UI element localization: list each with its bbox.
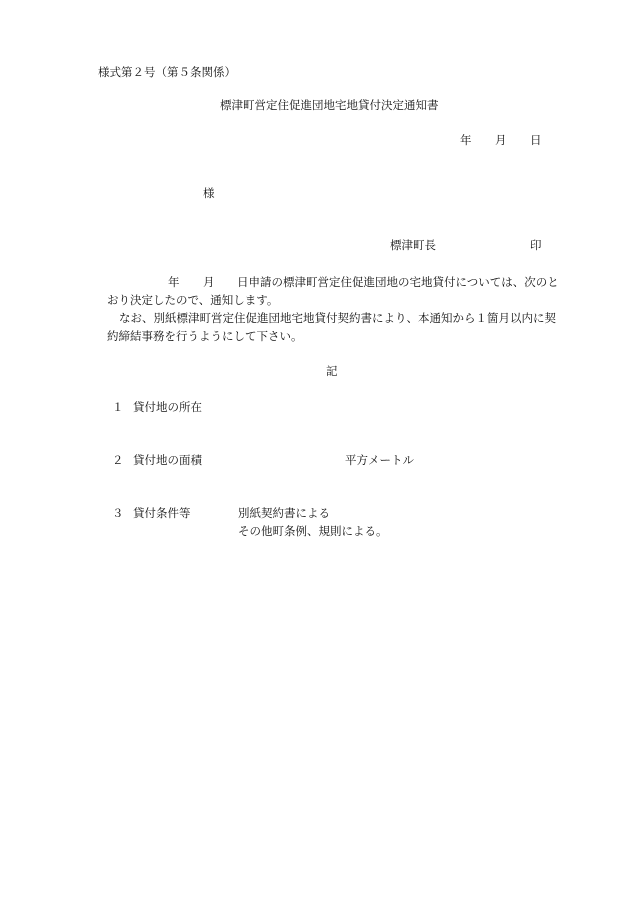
body-p2-line2: 約締結事務を行うようにして下さい。 <box>107 329 303 343</box>
item-label: 貸付地の面積 <box>133 453 202 467</box>
date-month-label: 月 <box>495 133 507 147</box>
item-unit: 平方メートル <box>345 453 414 467</box>
item-number: １ <box>112 400 124 414</box>
item-number: ３ <box>112 506 124 520</box>
form-number: 様式第２号（第５条関係） <box>98 65 236 79</box>
body-p1-year: 年 <box>168 275 180 289</box>
body-p1-rest: 日申請の標津町営定住促進団地の宅地貸付については、次のと <box>237 275 559 289</box>
document-title: 標津町営定住促進団地宅地貸付決定通知書 <box>220 98 439 112</box>
date-year-label: 年 <box>460 133 472 147</box>
item-value-line1: 別紙契約書による <box>238 506 330 520</box>
issuer-name: 標津町長 <box>390 238 436 252</box>
ki-heading: 記 <box>326 364 338 378</box>
item-value-line2: その他町条例、規則による。 <box>238 524 388 538</box>
body-p2-line1: なお、別紙標津町営定住促進団地宅地貸付契約書により、本通知から１箇月以内に契 <box>119 311 556 325</box>
date-day-label: 日 <box>530 133 542 147</box>
item-number: ２ <box>112 453 124 467</box>
issuer-seal: 印 <box>530 238 542 252</box>
item-label: 貸付地の所在 <box>133 400 202 414</box>
item-label: 貸付条件等 <box>133 506 191 520</box>
body-p1-line2: おり決定したので、通知します。 <box>107 293 279 307</box>
addressee-suffix: 様 <box>203 186 215 200</box>
body-p1-month: 月 <box>203 275 215 289</box>
